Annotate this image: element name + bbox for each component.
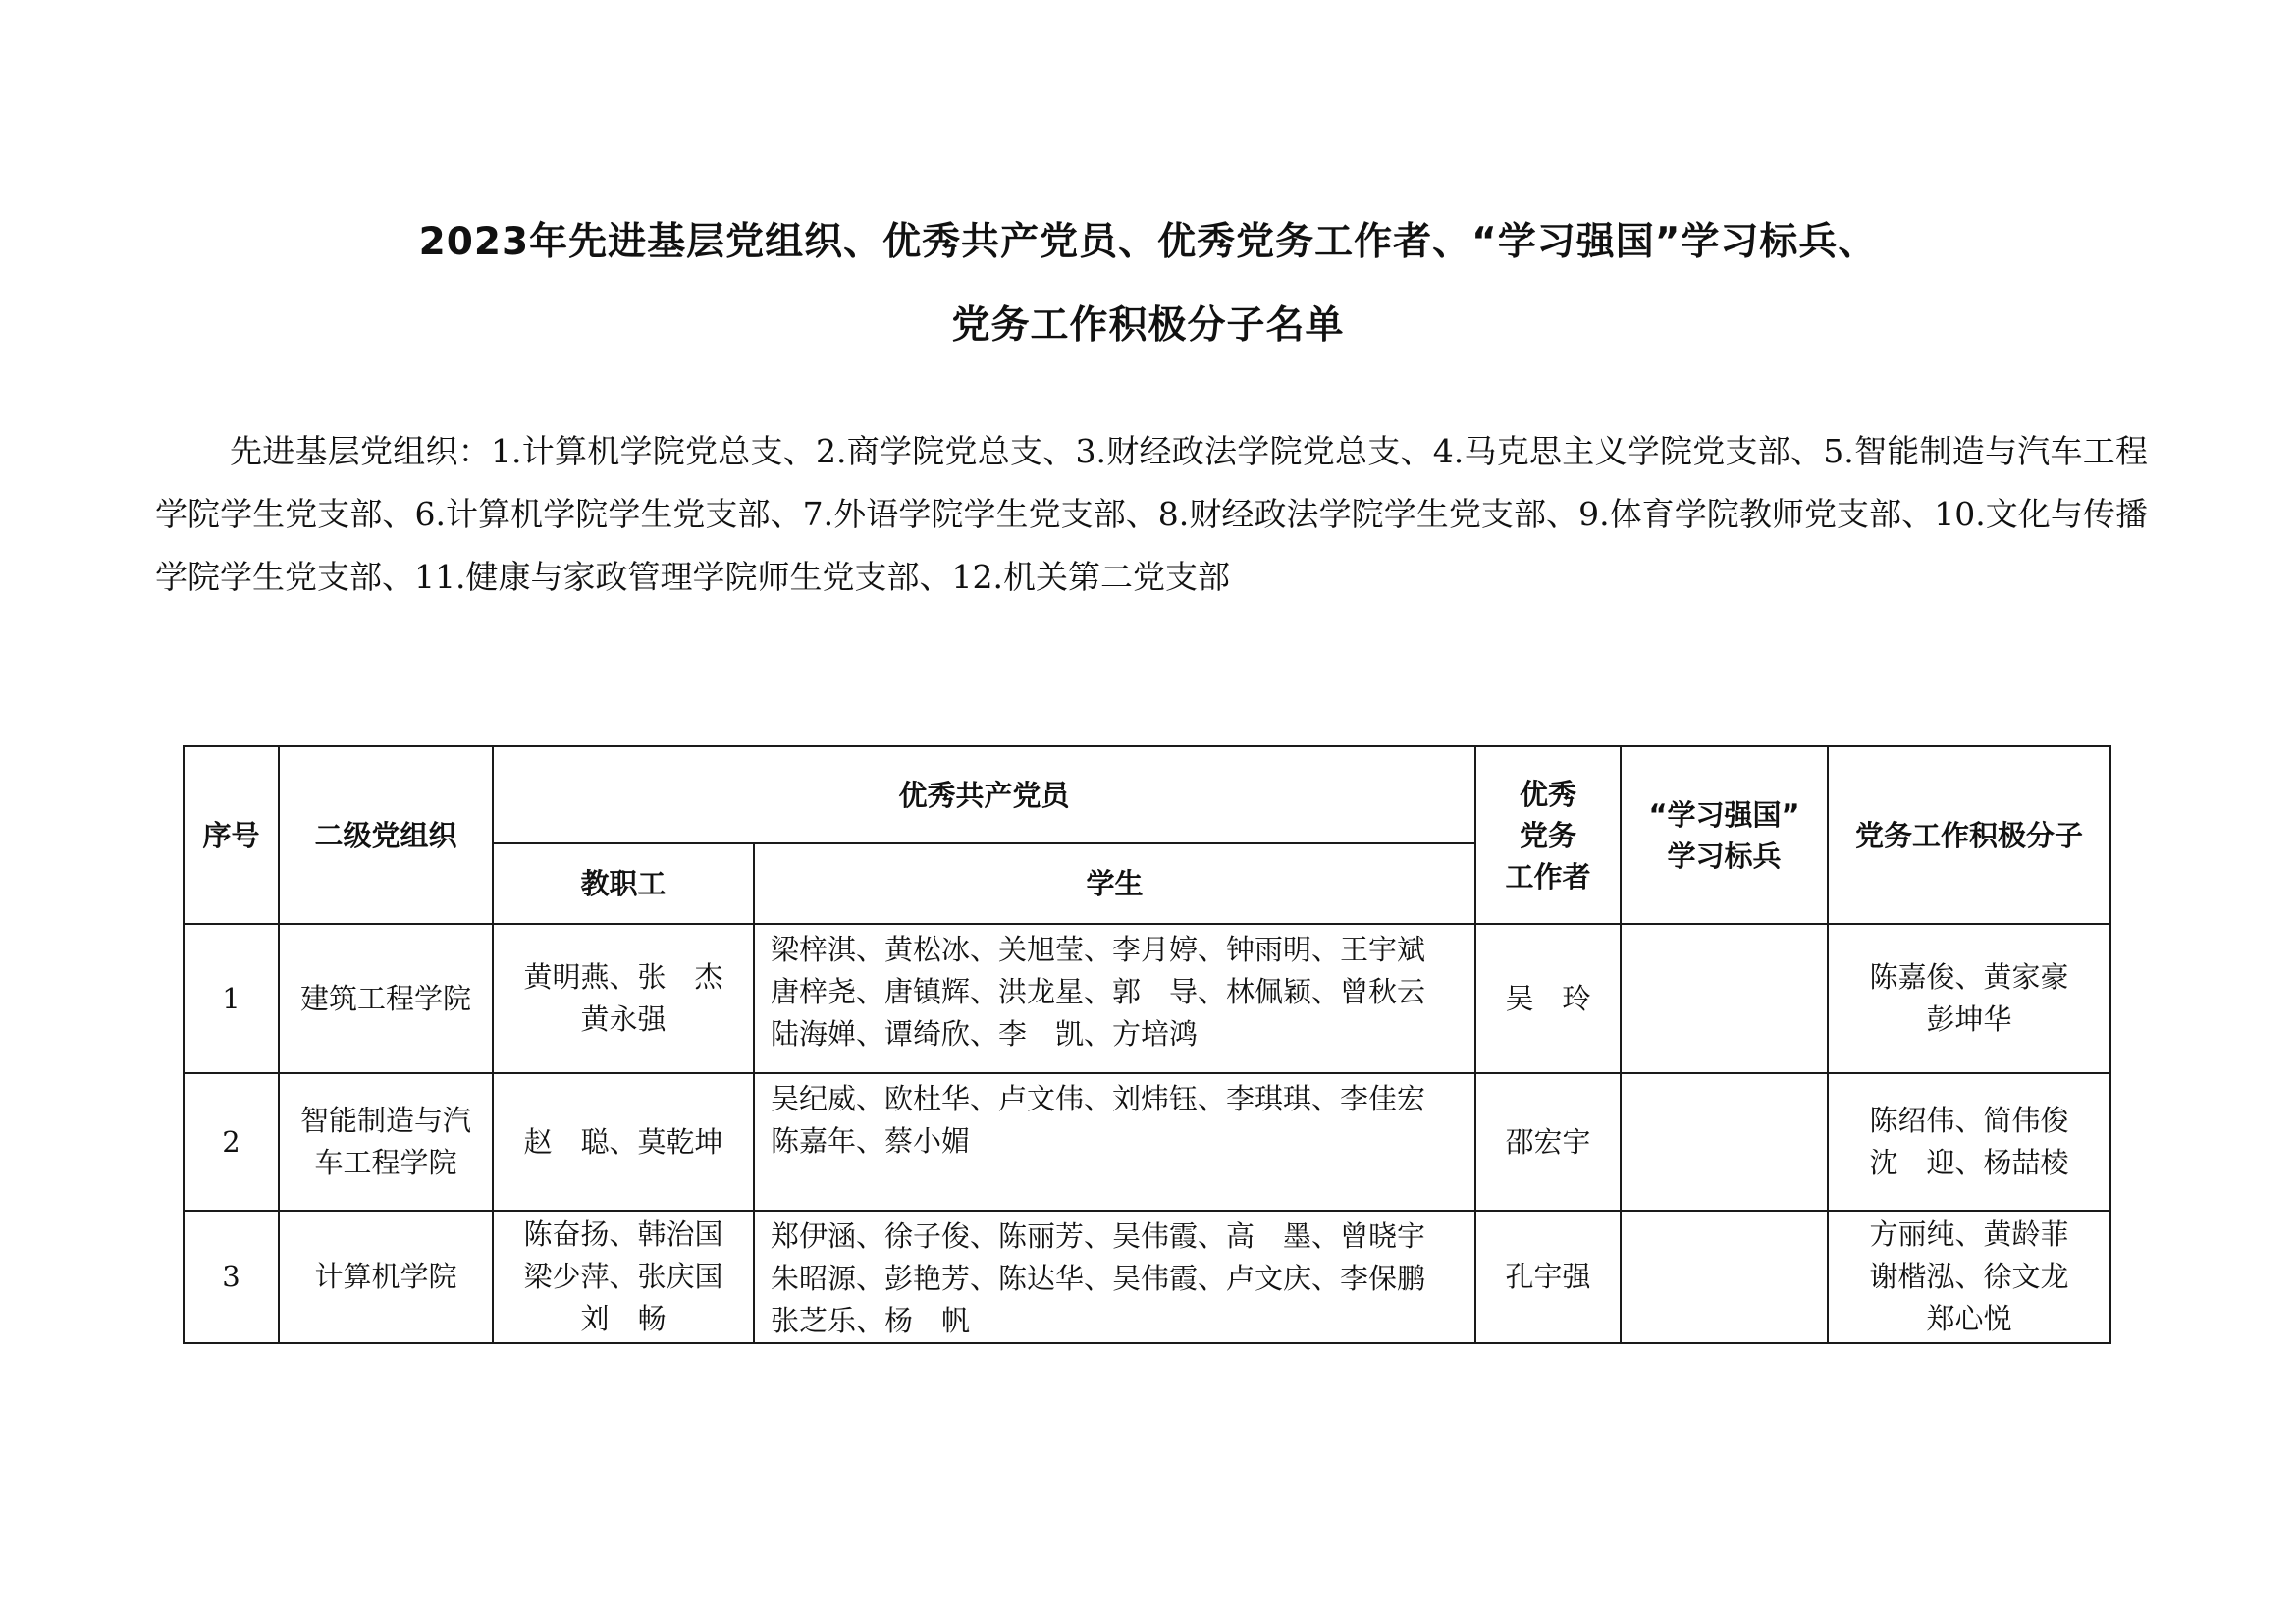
table-row (184, 1073, 2110, 1211)
row-index: 2 (184, 1073, 279, 1211)
row-xxqg (1621, 1211, 1828, 1343)
table-header-row (184, 746, 2110, 843)
header-staff: 教职工 (493, 843, 754, 924)
table-row (184, 924, 2110, 1073)
document-title-line-2: 党务工作积极分子名单 (951, 303, 1345, 348)
row-active: 方丽纯、黄龄菲 谢楷泓、徐文龙 郑心悦 (1828, 1211, 2110, 1343)
row-active: 陈绍伟、简伟俊 沈 迎、杨喆棱 (1828, 1073, 2110, 1211)
header-student: 学生 (754, 843, 1475, 924)
advanced-organizations-paragraph: 先进基层党组织：1.计算机学院党总支、2.商学院党总支、3.财经政法学院党总支、4.马克思主义学院党支部、5.智能制造与汽车工程学院学生党支部、6.计算机学院学生党支部、7.外语学院学生党支部、8.财经政法学院学生党支部、9.体育学院教师党支部、10.文化与传播学院学生党支部、11.健康与家政管理学院师生党支部、12.机关第二党支部 (155, 432, 2148, 596)
header-member-group: 优秀共产党员 (493, 746, 1475, 843)
row-worker: 邵宏宇 (1475, 1073, 1621, 1211)
row-active: 陈嘉俊、黄家豪 彭坤华 (1828, 924, 2110, 1073)
row-xxqg (1621, 924, 1828, 1073)
header-org: 二级党组织 (279, 746, 493, 924)
header-active: 党务工作积极分子 (1828, 746, 2110, 924)
row-org: 建筑工程学院 (279, 924, 493, 1073)
row-index: 3 (184, 1211, 279, 1343)
table-row (184, 1211, 2110, 1343)
row-worker: 吴 玲 (1475, 924, 1621, 1073)
document-title-line-1: 2023年先进基层党组织、优秀共产党员、优秀党务工作者、“学习强国”学习标兵、 (418, 220, 1878, 264)
row-worker: 孔宇强 (1475, 1211, 1621, 1343)
header-xxqg: “学习强国” 学习标兵 (1621, 746, 1828, 924)
row-index: 1 (184, 924, 279, 1073)
row-staff: 陈奋扬、韩治国 梁少萍、张庆国 刘 畅 (493, 1211, 754, 1343)
row-staff: 黄明燕、张 杰 黄永强 (493, 924, 754, 1073)
row-students: 梁梓淇、黄松冰、关旭莹、李月婷、钟雨明、王宇斌 唐梓尧、唐镇辉、洪龙星、郭 导、林佩颖、曾秋云 陆海婵、谭绮欣、李 凯、方培鸿 (754, 924, 1475, 1073)
row-org: 计算机学院 (279, 1211, 493, 1343)
row-org: 智能制造与汽 车工程学院 (279, 1073, 493, 1211)
row-students: 郑伊涵、徐子俊、陈丽芳、吴伟霞、高 墨、曾晓宇 朱昭源、彭艳芳、陈达华、吴伟霞、卢文庆、李保鹏 张芝乐、杨 帆 (754, 1211, 1475, 1343)
header-worker: 优秀 党务 工作者 (1475, 746, 1621, 924)
row-staff: 赵 聪、莫乾坤 (493, 1073, 754, 1211)
header-index: 序号 (184, 746, 279, 924)
honor-roster-table (183, 745, 2111, 1344)
row-xxqg (1621, 1073, 1828, 1211)
row-students: 吴纪威、欧杜华、卢文伟、刘炜钰、李琪琪、李佳宏 陈嘉年、蔡小媚 (754, 1073, 1475, 1211)
